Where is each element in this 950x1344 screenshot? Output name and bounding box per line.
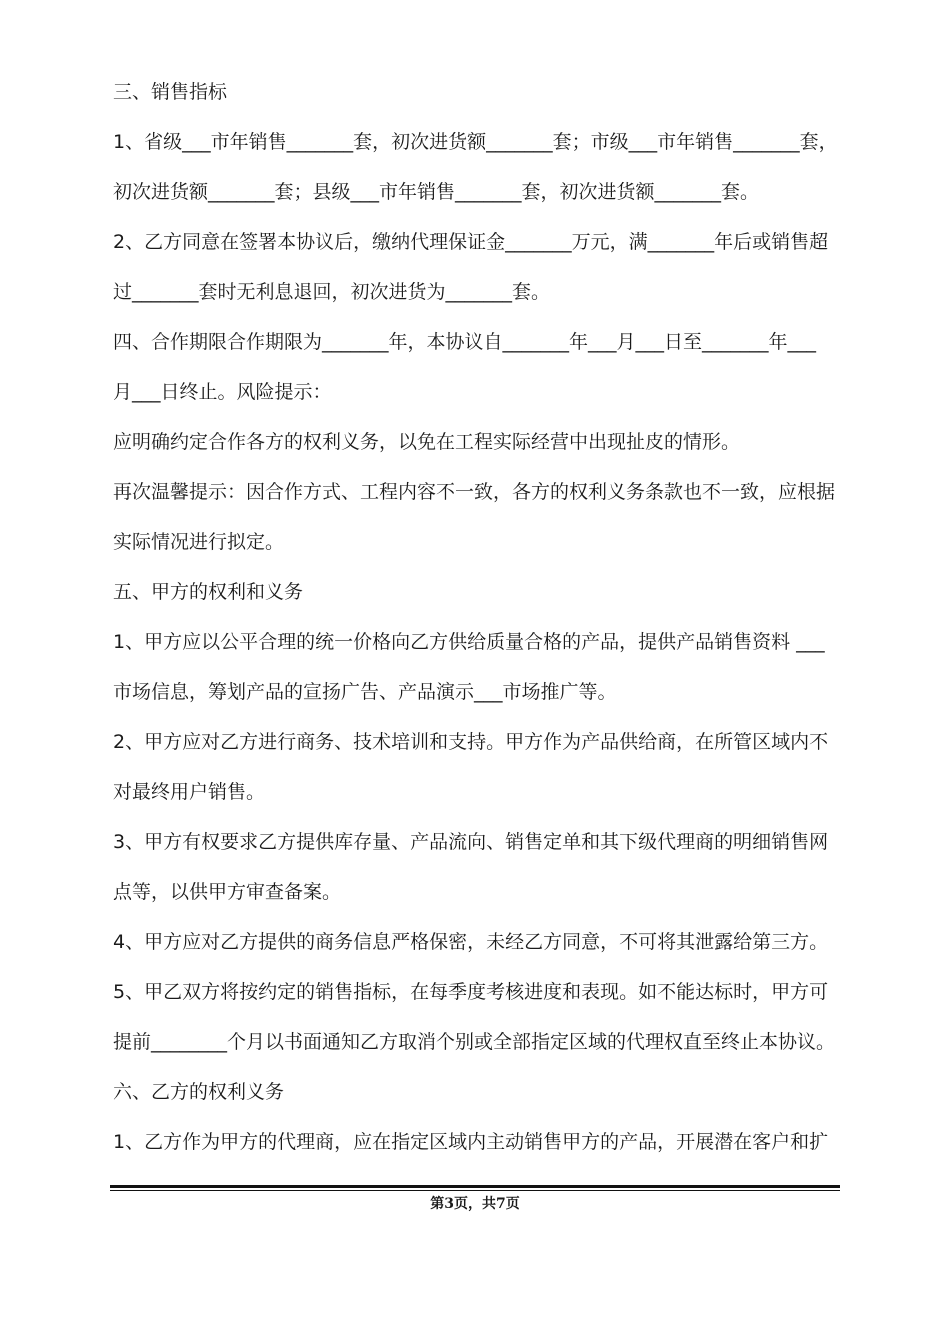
text-line: 过_______套时无利息退回，初次进货为_______套。 bbox=[113, 281, 551, 303]
text-line: 4、甲方应对乙方提供的商务信息严格保密，未经乙方同意，不可将其泄露给第三方。 bbox=[113, 931, 829, 953]
section-heading-party-a: 五、甲方的权利和义务 bbox=[113, 581, 304, 603]
text-line: 提前________个月以书面通知乙方取消个别或全部指定区域的代理权直至终止本协议。 bbox=[113, 1031, 836, 1053]
text-line: 月___日终止。风险提示： bbox=[113, 381, 332, 403]
section-heading-party-b: 六、乙方的权利义务 bbox=[113, 1081, 285, 1103]
text-line: 初次进货额_______套；县级___市年销售_______套，初次进货额_______套。 bbox=[113, 181, 760, 203]
footer-divider-thin bbox=[110, 1190, 840, 1191]
text-line: 点等，以供甲方审查备案。 bbox=[113, 881, 342, 903]
text-line: 3、甲方有权要求乙方提供库存量、产品流向、销售定单和其下级代理商的明细销售网 bbox=[113, 831, 829, 853]
text-line: 1、甲方应以公平合理的统一价格向乙方供给质量合格的产品，提供产品销售资料 ___ bbox=[113, 631, 825, 653]
text-line: 对最终用户销售。 bbox=[113, 781, 266, 803]
text-line: 再次温馨提示：因合作方式、工程内容不一致，各方的权利义务条款也不一致，应根据 bbox=[113, 481, 836, 503]
text-line: 实际情况进行拟定。 bbox=[113, 531, 285, 553]
text-line: 2、甲方应对乙方进行商务、技术培训和支持。甲方作为产品供给商，在所管区域内不 bbox=[113, 731, 829, 753]
text-line: 四、合作期限合作期限为_______年，本协议自_______年___月___日至_______年___ bbox=[113, 331, 817, 353]
text-line: 市场信息，筹划产品的宣扬广告、产品演示___市场推广等。 bbox=[113, 681, 617, 703]
section-heading-sales-targets: 三、销售指标 bbox=[113, 81, 228, 103]
text-line: 1、省级___市年销售_______套，初次进货额_______套；市级___市年销售_______套， bbox=[113, 131, 838, 153]
page-number: 第3页，共7页 bbox=[430, 1196, 520, 1212]
text-line: 1、乙方作为甲方的代理商，应在指定区域内主动销售甲方的产品，开展潜在客户和扩 bbox=[113, 1131, 829, 1153]
text-line: 5、甲乙双方将按约定的销售指标，在每季度考核进度和表现。如不能达标时，甲方可 bbox=[113, 981, 829, 1003]
footer-divider bbox=[110, 1185, 840, 1188]
text-line: 应明确约定合作各方的权利义务，以免在工程实际经营中出现扯皮的情形。 bbox=[113, 431, 741, 453]
text-line: 2、乙方同意在签署本协议后，缴纳代理保证金_______万元，满_______年后或销售超 bbox=[113, 231, 829, 253]
